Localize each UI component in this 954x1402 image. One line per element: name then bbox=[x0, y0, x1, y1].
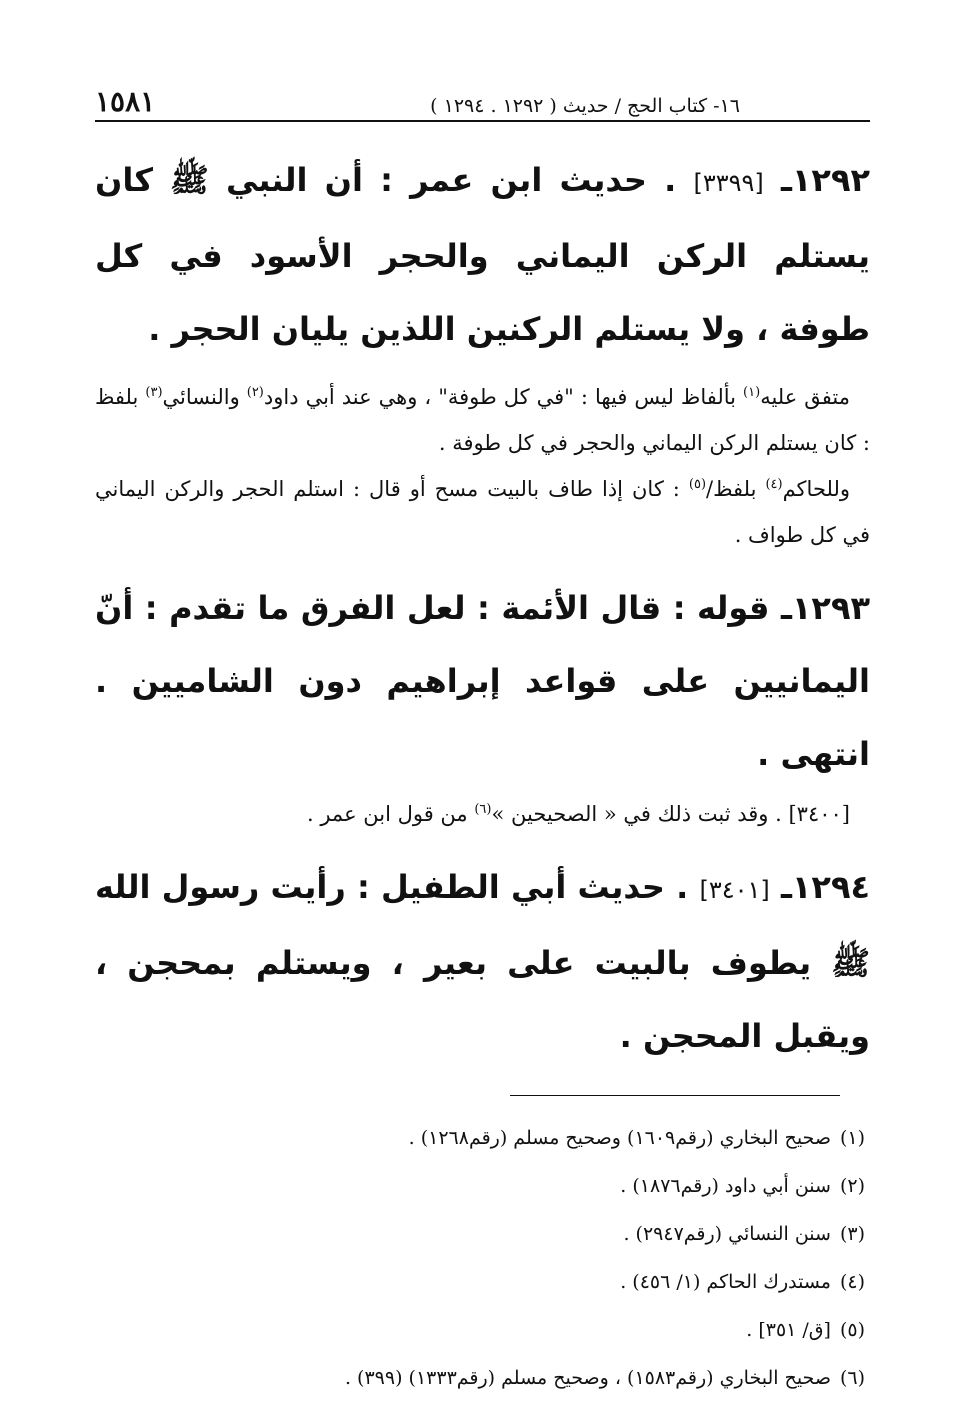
running-title: ١٦- كتاب الحج / حديث ( ١٢٩٢ . ١٢٩٤ ) bbox=[430, 95, 740, 117]
footnote bbox=[95, 1306, 865, 1354]
hadith-text: . حديث أبي الطفيل : رأيت رسول الله ﷺ يطوف بالبيت على بعير ، ويستلم بمحجن ، ويقبل المحجن . bbox=[95, 868, 870, 1055]
commentary-text: [٣٤٠٠] . وقد ثبت ذلك في « الصحيحين » bbox=[491, 802, 850, 826]
commentary-text: بلفظ/ bbox=[706, 477, 766, 501]
footnote-text: سنن النسائي (رقم٢٩٤٧) . bbox=[623, 1223, 837, 1245]
footnote bbox=[95, 1114, 865, 1162]
footnote-text: مستدرك الحاكم (١/ ٤٥٦) . bbox=[620, 1271, 837, 1293]
commentary-text: : كان إذا طاف بالبيت مسح أو قال : استلم الحجر والركن اليماني في كل طواف . bbox=[95, 477, 870, 547]
footnote-marker: (٢) bbox=[246, 385, 264, 400]
footnote-text: [ق/ ٣٥١] . bbox=[746, 1319, 837, 1341]
commentary-1292 bbox=[95, 374, 870, 558]
footnote-marker: (١) bbox=[743, 385, 761, 400]
footnote bbox=[95, 1354, 865, 1402]
commentary-text: بلفظ : كان يستلم الركن اليماني والحجر في كل طوفة . bbox=[95, 385, 870, 455]
hadith-reference: [٣٤٠١] bbox=[699, 876, 770, 904]
hadith-number: ١٢٩٢ـ bbox=[763, 161, 870, 199]
commentary-text: والنسائي bbox=[162, 385, 247, 409]
book-page bbox=[95, 70, 870, 1402]
footnote bbox=[95, 1258, 865, 1306]
footnote-marker: (٦) bbox=[474, 802, 492, 817]
commentary-text: من قول ابن عمر . bbox=[306, 802, 475, 826]
page-header bbox=[95, 70, 870, 122]
hadith-reference: [٣٣٩٩] bbox=[693, 169, 764, 197]
footnote-marker: (٣) bbox=[145, 385, 163, 400]
hadith-1293 bbox=[95, 572, 870, 791]
footnote-marker: (٥) bbox=[688, 477, 707, 492]
commentary-text: متفق عليه bbox=[760, 385, 851, 409]
commentary-paragraph bbox=[95, 374, 870, 466]
footnotes bbox=[95, 1114, 870, 1402]
footnote-number: (٤) bbox=[839, 1271, 865, 1293]
footnote-text: صحيح البخاري (رقم١٥٨٣) ، وصحيح مسلم (رقم١٣٣٣) (٣٩٩) . bbox=[344, 1367, 837, 1389]
footnote bbox=[95, 1162, 865, 1210]
footnote-number: (٥) bbox=[839, 1319, 865, 1341]
footnote-separator bbox=[510, 1095, 840, 1096]
page-number: ١٥٨١ bbox=[95, 85, 156, 118]
hadith-number: ١٢٩٤ـ bbox=[769, 868, 871, 906]
footnote-number: (٦) bbox=[839, 1367, 865, 1389]
footnote-number: (١) bbox=[839, 1127, 865, 1149]
hadith-1292 bbox=[95, 144, 870, 366]
footnote-number: (٢) bbox=[839, 1175, 865, 1197]
hadith-text: . حديث ابن عمر : أن النبي ﷺ كان يستلم الركن اليماني والحجر الأسود في كل طوفة ، ولا يستلم الركنين اللذين يليان الحجر . bbox=[95, 161, 870, 348]
hadith-1294 bbox=[95, 851, 870, 1073]
footnote-number: (٣) bbox=[839, 1223, 865, 1245]
commentary-paragraph bbox=[95, 466, 870, 558]
commentary-text: بألفاظ ليس فيها : "في كل طوفة" ، وهي عند أبي داود bbox=[263, 385, 744, 409]
commentary-1293 bbox=[95, 791, 870, 837]
footnote bbox=[95, 1210, 865, 1258]
hadith-text: قوله : قال الأئمة : لعل الفرق ما تقدم : أنّ اليمانيين على قواعد إبراهيم دون الشاميين . انتهى . bbox=[95, 589, 870, 773]
footnote-text: صحيح البخاري (رقم١٦٠٩) وصحيح مسلم (رقم١٢٦٨) . bbox=[408, 1127, 837, 1149]
footnote-marker: (٤) bbox=[765, 477, 783, 492]
commentary-text: وللحاكم bbox=[782, 477, 850, 501]
footnote-text: سنن أبي داود (رقم١٨٧٦) . bbox=[620, 1175, 837, 1197]
hadith-number: ١٢٩٣ـ bbox=[769, 589, 871, 627]
